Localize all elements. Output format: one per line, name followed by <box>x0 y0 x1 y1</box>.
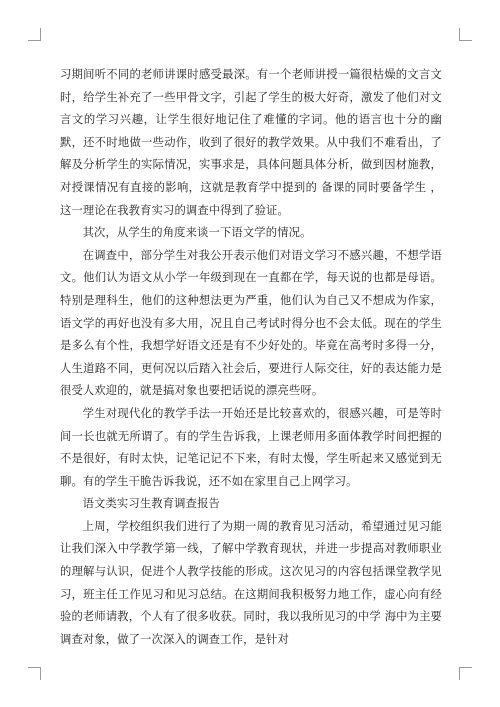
paragraph-student-interest: 在调查中，部分学生对我公开表示他们对语文学习不感兴趣，不想学语文。他们认为语文从小学一年级到现在一直都在学，每天说的也都是母语。特别是理科生，他们的这种想法更为严重，他们认为自己又不想成为作家，语文学的再好也没有多大用，况且自己考试时得分也不会太低。现在的学生是多么有个性，我想学好语文还是有不少好处的。毕竟在高考时多得一分，人生道路不同，更何况以后踏入社会后，要进行人际交往，好的表达能力是很受人欢迎的，就是搞对象也要把话说的漂亮些呀。 <box>60 248 442 398</box>
crop-mark-top-left-vertical <box>40 28 41 41</box>
crop-mark-bottom-left-vertical <box>40 667 41 680</box>
crop-mark-top-right-vertical <box>459 28 460 41</box>
paragraph-lesson-observation: 习期间听不同的老师讲课时感受最深。有一个老师讲授一篇很枯燥的文言文时，给学生补充了一些甲骨文字，引起了学生的极大好奇，激发了他们对文言文的学习兴趣，让学生很好地记住了难懂的字词。他的语言也十分的幽默，还不时地做一些动作，收到了很好的教学效果。从中我们不难看出，了解及分析学生的实际情况，实事求是，具体问题具体分析，做到因材施教，对授课情况有直接的影响，这就是教育学中提到的 备课的同时要备学生 ，这一理论在我教育实习的调查中得到了验证。 <box>60 68 442 217</box>
paragraph-internship-intro: 上周，学校组织我们进行了为期一周的教育见习活动，希望通过见习能让我们深入中学教学第一线，了解中学教育现状，并进一步提高对教师职业的理解与认识，促进个人教学技能的形成。这次见习的内容包括课堂教学见习，班主任工作见习和见习总结。在这期间我积极努力地工作，虚心向有经验的老师请教，个人有了很多收获。同时，我以我所见习的中学 海中为主要调查对象，做了一次深入的调查工作，是针对 <box>60 519 442 646</box>
paragraph-modern-teaching-methods: 学生对现代化的教学手法一开始还是比较喜欢的，很感兴趣，可是等时间一长也就无所谓了。有的学生告诉我，上课老师用多面体教学时间把握的不是很好，有时太快，记笔记记不下来，有时太慢，学生听起来又感觉到无聊。有的学生干脆告诉我说，还不如在家里自己上网学习。 <box>60 406 442 488</box>
paragraph-second-point-heading: 其次，从学生的角度来谈一下语文学的情况。 <box>82 226 312 240</box>
crop-mark-bottom-right-vertical <box>459 667 460 680</box>
crop-mark-top-right-horizontal <box>459 40 472 41</box>
paragraph-report-title: 语文类实习生教育调查报告 <box>82 497 220 511</box>
document-body <box>60 64 442 651</box>
crop-mark-bottom-right-horizontal <box>459 667 472 668</box>
